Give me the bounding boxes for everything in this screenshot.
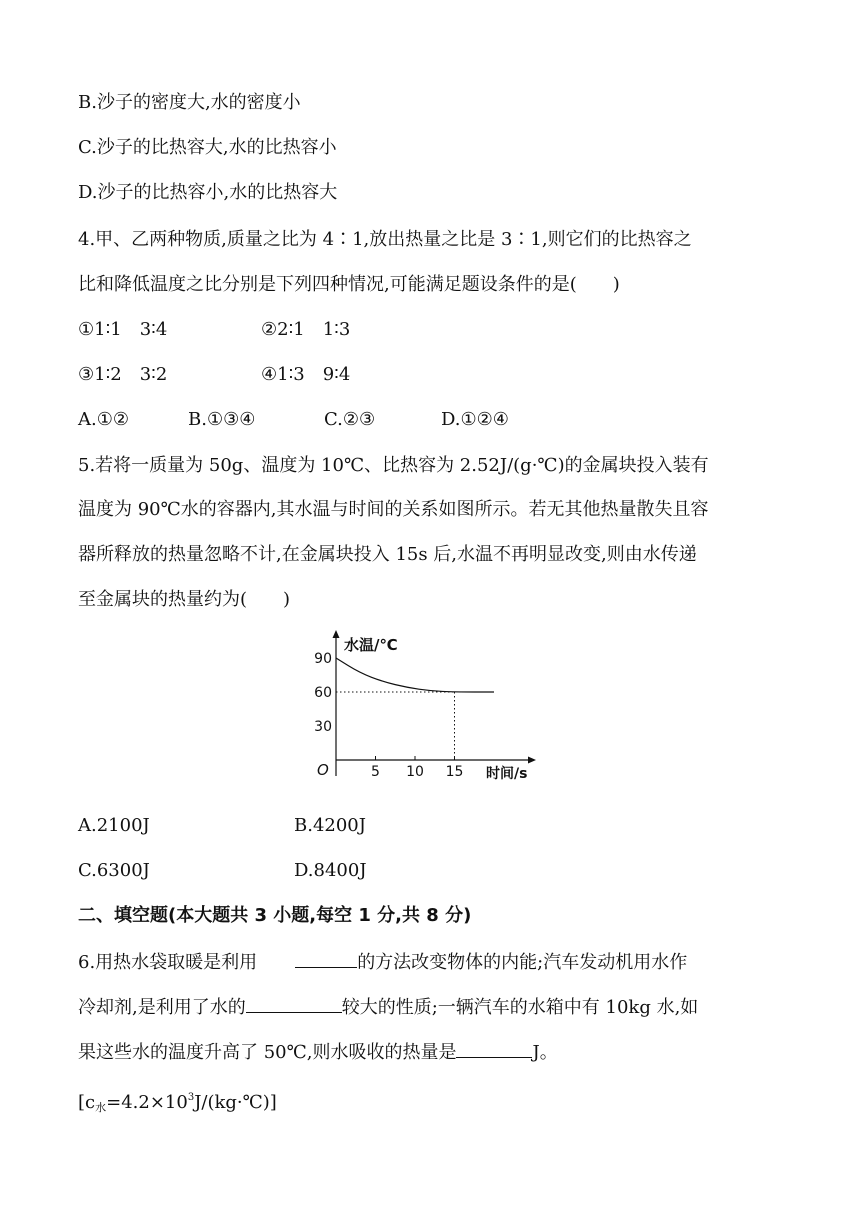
q4-condition-3: ③1∶2 3∶2 xyxy=(78,364,168,385)
q4-option-c: C.②③ xyxy=(324,409,376,430)
q5-stem-line3: 器所释放的热量忽略不计,在金属块投入 15s 后,水温不再明显改变,则由水传递 xyxy=(78,544,697,565)
q6-blank-2[interactable] xyxy=(246,994,342,1013)
q4-option-b: B.①③④ xyxy=(188,409,256,430)
q6-text-1b: 的方法改变物体的内能;汽车发动机用水作 xyxy=(357,952,688,973)
q6-text-3b: J。 xyxy=(532,1042,558,1063)
q6-text-2a: 冷却剂,是利用了水的 xyxy=(78,997,246,1018)
y-tick-label: 30 xyxy=(314,719,332,735)
q5-options-row2 xyxy=(78,859,367,883)
q5-option-a: A.2100J xyxy=(78,815,150,836)
q4-options xyxy=(78,408,509,432)
q3-option-b: B.沙子的密度大,水的密度小 xyxy=(78,92,301,113)
x-axis-label: 时间/s xyxy=(486,766,528,782)
q6-blank-3[interactable] xyxy=(456,1039,532,1058)
q4-stem-line1: 4.甲、乙两种物质,质量之比为 4∶1,放出热量之比是 3∶1,则它们的比热容之 xyxy=(78,229,692,250)
q6-text-1a: 6.用热水袋取暖是利用 xyxy=(78,952,258,973)
q5-option-c: C.6300J xyxy=(78,860,150,881)
q4-option-a: A.①② xyxy=(78,409,129,430)
q5-option-b: B.4200J xyxy=(294,815,366,836)
x-tick-label: 5 xyxy=(371,764,380,780)
q4-option-d: D.①②④ xyxy=(441,409,509,430)
q6-text-3a: 果这些水的温度升高了 50℃,则水吸收的热量是 xyxy=(78,1042,457,1063)
series-line-water-temperature xyxy=(336,658,494,692)
y-tick-label: 90 xyxy=(314,651,332,667)
q4-condition-1: ①1∶1 3∶4 xyxy=(78,319,168,340)
q5-stem-line1: 5.若将一质量为 50g、温度为 10℃、比热容为 2.52J/(g·℃)的金属块投入装有 xyxy=(78,455,709,476)
q5-option-d: D.8400J xyxy=(294,860,367,881)
reference-lines xyxy=(336,692,455,760)
q4-conditions-row1 xyxy=(78,318,350,342)
water-temperature-chart xyxy=(300,628,540,788)
note-open: [c xyxy=(78,1092,96,1113)
x-axis-arrow xyxy=(528,757,536,764)
q3-option-d: D.沙子的比热容小,水的比热容大 xyxy=(78,182,338,203)
q6-text-2b: 较大的性质;一辆汽车的水箱中有 10kg 水,如 xyxy=(341,997,699,1018)
x-tick-label: 15 xyxy=(445,764,464,780)
q5-stem-line4: 至金属块的热量约为( ) xyxy=(78,589,291,610)
q4-conditions-row2 xyxy=(78,363,350,387)
origin-label: O xyxy=(317,761,329,779)
y-tick-label: 60 xyxy=(314,685,332,701)
note-end: J/(kg·℃)] xyxy=(194,1092,277,1113)
note-subscript: 水 xyxy=(95,1101,107,1114)
q6-line1 xyxy=(78,949,687,975)
q6-line3 xyxy=(78,1039,558,1065)
q6-blank-1[interactable] xyxy=(295,949,357,968)
note-superscript: 3 xyxy=(187,1092,195,1103)
note-mid: =4.2×10 xyxy=(106,1092,188,1113)
section-heading: 二、填空题(本大题共 3 小题,每空 1 分,共 8 分) xyxy=(78,905,472,926)
q5-options-row1 xyxy=(78,814,366,838)
q4-condition-2: ②2∶1 1∶3 xyxy=(261,319,351,340)
q4-condition-4: ④1∶3 9∶4 xyxy=(261,364,351,385)
q6-line2 xyxy=(78,994,698,1020)
y-axis-arrow xyxy=(333,630,340,638)
q4-stem-line2: 比和降低温度之比分别是下列四种情况,可能满足题设条件的是( ) xyxy=(78,274,620,295)
x-tick-label: 10 xyxy=(406,764,424,780)
q5-stem-line2: 温度为 90℃水的容器内,其水温与时间的关系如图所示。若无其他热量散失且容 xyxy=(78,499,709,520)
q3-option-c: C.沙子的比热容大,水的比热容小 xyxy=(78,137,337,158)
y-axis-label: 水温/℃ xyxy=(344,636,398,654)
q6-specific-heat-note xyxy=(78,1086,277,1120)
